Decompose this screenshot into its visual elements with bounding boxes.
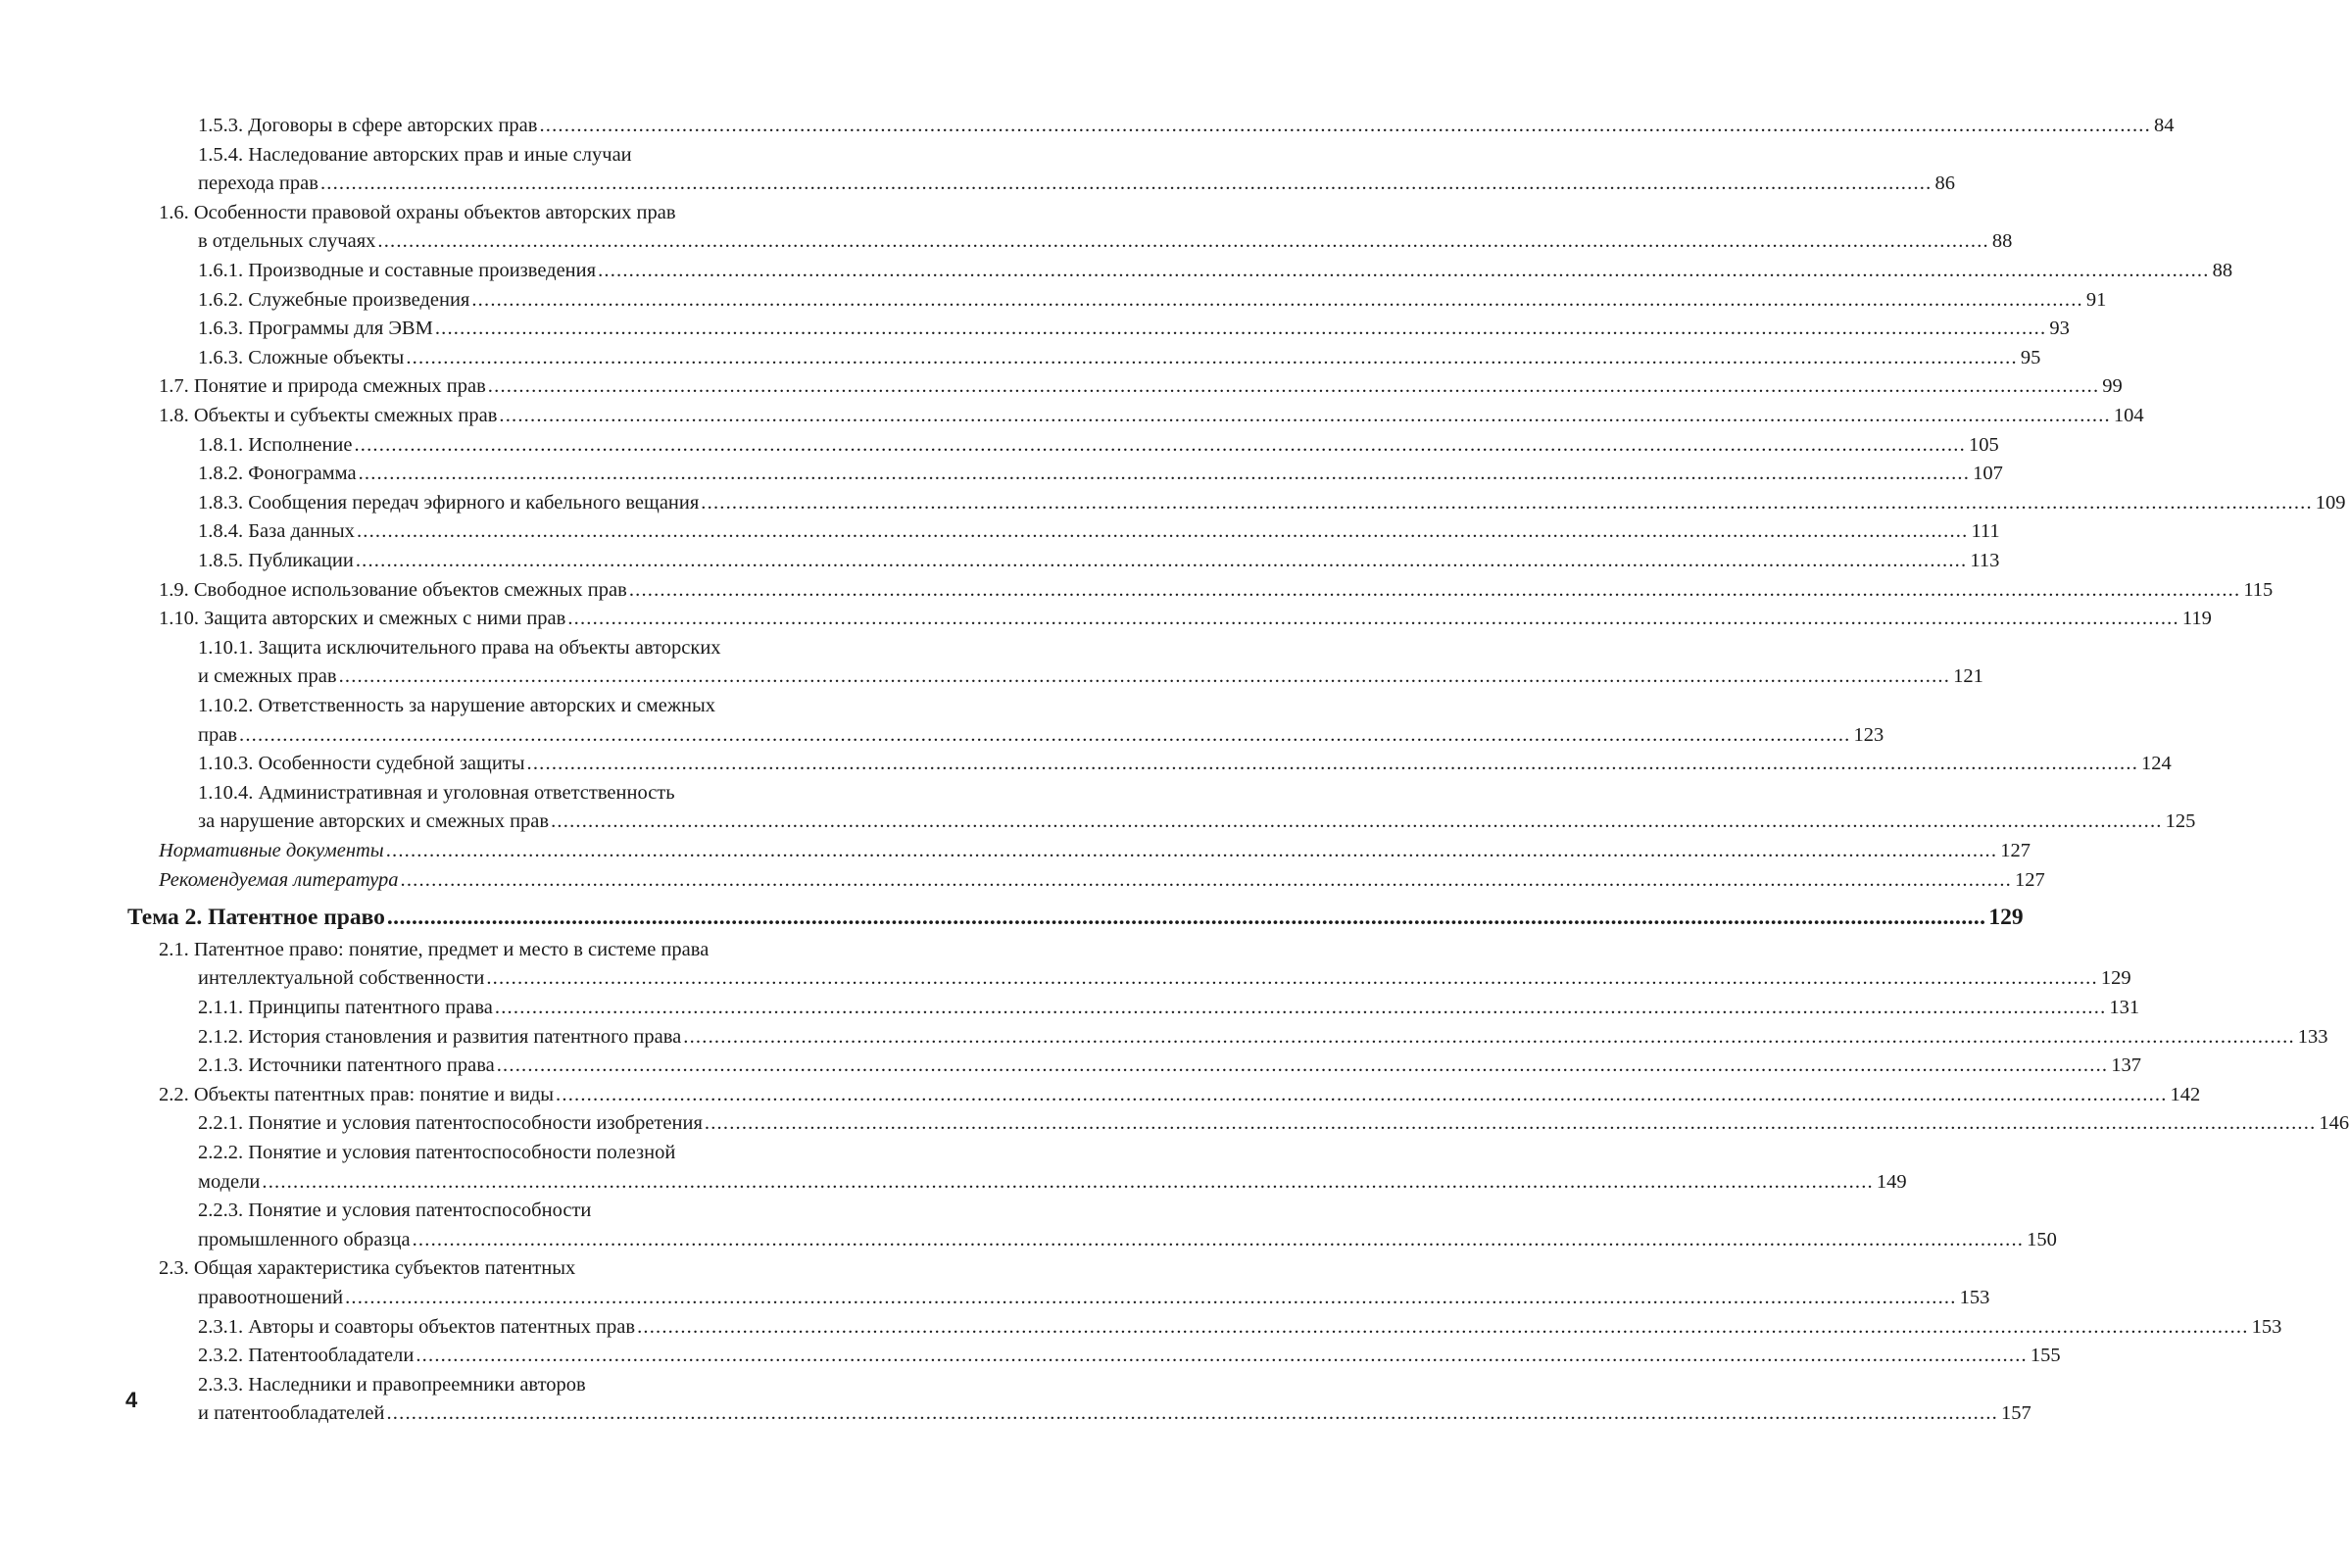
toc-entry-title: 1.7. Понятие и природа смежных прав bbox=[159, 375, 486, 398]
toc-page-number: 109 bbox=[2315, 491, 2346, 514]
toc-entry-title: 2.3.2. Патентообладатели bbox=[198, 1345, 415, 1367]
toc-entry-title: 2.1.2. История становления и развития патентного права bbox=[198, 1025, 682, 1048]
dot-leader: .................................................................................................................................................................................................................................................................... bbox=[356, 520, 1969, 543]
toc-entry-title: 1.8.3. Сообщения передач эфирного и кабельного вещания bbox=[198, 491, 700, 514]
toc-entry[interactable] bbox=[127, 402, 2144, 431]
dot-leader: .................................................................................................................................................................................................................................................................... bbox=[628, 578, 2241, 601]
toc-entry[interactable] bbox=[127, 1139, 1907, 1197]
dot-leader: .................................................................................................................................................................................................................................................................... bbox=[683, 1025, 2295, 1048]
toc-entry-title: правоотношений bbox=[198, 1286, 344, 1308]
toc-entry-title: 1.5.3. Договоры в сфере авторских прав bbox=[198, 115, 538, 136]
toc-entry-title: 2.1.3. Источники патентного права bbox=[198, 1054, 495, 1077]
dot-leader: .................................................................................................................................................................................................................................................................... bbox=[551, 810, 2163, 833]
toc-entry[interactable] bbox=[127, 936, 2131, 994]
toc-entry[interactable] bbox=[127, 779, 2196, 837]
toc-entry-title: 2.2.2. Понятие и условия патентоспособности полезной bbox=[198, 1142, 676, 1163]
toc-entry[interactable] bbox=[127, 1371, 2031, 1429]
dot-leader: .................................................................................................................................................................................................................................................................... bbox=[386, 905, 1986, 931]
toc-entry[interactable] bbox=[127, 286, 2107, 316]
toc-entry[interactable] bbox=[127, 199, 2013, 257]
toc-page-number: 153 bbox=[2251, 1315, 2282, 1338]
toc-entry[interactable] bbox=[127, 489, 2346, 518]
toc-page-number: 105 bbox=[1968, 433, 1999, 456]
toc-entry-title: 1.6.3. Сложные объекты bbox=[198, 346, 405, 368]
toc-page-number: 91 bbox=[2085, 288, 2107, 311]
toc-page-number: 99 bbox=[2102, 375, 2123, 398]
toc-page-number: 127 bbox=[2015, 868, 2045, 891]
dot-leader: .................................................................................................................................................................................................................................................................... bbox=[412, 1228, 2025, 1250]
dot-leader: .................................................................................................................................................................................................................................................................... bbox=[416, 1345, 2028, 1367]
toc-entry[interactable] bbox=[127, 257, 2233, 286]
toc-entry[interactable] bbox=[127, 431, 1999, 461]
toc-entry[interactable] bbox=[127, 112, 2175, 141]
toc-page-number: 113 bbox=[1970, 550, 2000, 571]
toc-entry[interactable] bbox=[127, 837, 2031, 866]
dot-leader: .................................................................................................................................................................................................................................................................... bbox=[338, 665, 1951, 688]
toc-entry-title: 1.10.2. Ответственность за нарушение авторских и смежных bbox=[198, 695, 716, 716]
dot-leader: .................................................................................................................................................................................................................................................................... bbox=[526, 753, 2139, 775]
toc-page-number: 146 bbox=[2319, 1112, 2349, 1135]
dot-leader: .................................................................................................................................................................................................................................................................... bbox=[345, 1286, 1957, 1308]
dot-leader: .................................................................................................................................................................................................................................................................... bbox=[406, 346, 2018, 368]
toc-page-number: 111 bbox=[1971, 520, 2000, 543]
dot-leader: .................................................................................................................................................................................................................................................................... bbox=[637, 1315, 2249, 1338]
toc-page-number: 119 bbox=[2181, 608, 2212, 630]
toc-page-number: 129 bbox=[1988, 905, 2024, 931]
toc-entry-title: интеллектуальной собственности bbox=[198, 967, 485, 990]
toc-page-number: 157 bbox=[2000, 1402, 2031, 1425]
dot-leader: .................................................................................................................................................................................................................................................................... bbox=[496, 1054, 2109, 1077]
toc-entry[interactable] bbox=[127, 994, 2140, 1023]
toc-entry-title: 1.10.1. Защита исключительного права на объекты авторских bbox=[198, 636, 721, 659]
toc-entry-title: 1.8. Объекты и субъекты смежных прав bbox=[159, 405, 498, 426]
toc-entry-title: 1.8.4. База данных bbox=[198, 520, 355, 543]
toc-page-number: 131 bbox=[2109, 997, 2140, 1018]
toc-entry-title: 1.8.2. Фонограмма bbox=[198, 463, 357, 485]
toc-page-number: 107 bbox=[1973, 463, 2003, 485]
toc-entry[interactable] bbox=[127, 1023, 2328, 1053]
dot-leader: .................................................................................................................................................................................................................................................................... bbox=[358, 463, 1971, 485]
toc-entry[interactable] bbox=[127, 460, 2003, 489]
dot-leader: .................................................................................................................................................................................................................................................................... bbox=[239, 723, 1851, 746]
toc-entry[interactable] bbox=[127, 1313, 2282, 1343]
toc-page-number: 127 bbox=[2000, 840, 2031, 861]
toc-entry-title: в отдельных случаях bbox=[198, 230, 376, 253]
toc-page-number: 150 bbox=[2027, 1228, 2057, 1250]
toc-entry-title: 2.2.1. Понятие и условия патентоспособности изобретения bbox=[198, 1112, 703, 1135]
dot-leader: .................................................................................................................................................................................................................................................................... bbox=[567, 608, 2179, 630]
toc-entry[interactable] bbox=[127, 315, 2070, 344]
toc-page-number: 88 bbox=[1991, 230, 2013, 253]
dot-leader: .................................................................................................................................................................................................................................................................... bbox=[704, 1112, 2317, 1135]
dot-leader: .................................................................................................................................................................................................................................................................... bbox=[487, 375, 2100, 398]
dot-leader: .................................................................................................................................................................................................................................................................... bbox=[494, 997, 2107, 1018]
dot-leader: .................................................................................................................................................................................................................................................................... bbox=[262, 1170, 1874, 1193]
dot-leader: .................................................................................................................................................................................................................................................................... bbox=[377, 230, 1989, 253]
toc-entry-title: 1.8.1. Исполнение bbox=[198, 433, 353, 456]
toc-entry-title: 2.3.3. Наследники и правопреемники авторов bbox=[198, 1373, 586, 1396]
toc-page-number: 133 bbox=[2297, 1025, 2328, 1048]
toc-entry-title: за нарушение авторских и смежных прав bbox=[198, 810, 550, 833]
toc-entry[interactable] bbox=[127, 866, 2045, 896]
toc-entry-title: 2.3.1. Авторы и соавторы объектов патентных прав bbox=[198, 1315, 636, 1338]
toc-entry-title: Нормативные документы bbox=[159, 840, 384, 861]
toc-entry-title: 1.10. Защита авторских и смежных с ними прав bbox=[159, 608, 566, 630]
toc-page-number: 86 bbox=[1934, 172, 1955, 195]
toc-entry[interactable] bbox=[127, 605, 2212, 634]
page-number: 4 bbox=[125, 1388, 138, 1412]
toc-page-number: 84 bbox=[2153, 115, 2175, 136]
toc-entry[interactable] bbox=[127, 1197, 2057, 1254]
toc-entry[interactable] bbox=[127, 903, 2024, 932]
dot-leader: .................................................................................................................................................................................................................................................................... bbox=[539, 115, 2151, 136]
toc-entry-title: 1.10.3. Особенности судебной защиты bbox=[198, 753, 525, 775]
toc-entry-title: прав bbox=[198, 723, 237, 746]
toc-entry[interactable] bbox=[127, 517, 2000, 547]
toc-entry-title: 1.5.4. Наследование авторских прав и иные случаи bbox=[198, 143, 632, 166]
dot-leader: .................................................................................................................................................................................................................................................................... bbox=[486, 967, 2098, 990]
toc-page-number: 123 bbox=[1853, 723, 1884, 746]
toc-page-number: 121 bbox=[1953, 665, 1983, 688]
toc-entry-title: и смежных прав bbox=[198, 665, 337, 688]
toc-entry-title: 1.6.2. Служебные произведения bbox=[198, 288, 470, 311]
toc-page-number: 93 bbox=[2049, 318, 2070, 340]
toc-entry[interactable] bbox=[127, 1342, 2061, 1371]
toc-entry[interactable] bbox=[127, 692, 1884, 750]
toc-page-number: 104 bbox=[2113, 405, 2144, 426]
dot-leader: .................................................................................................................................................................................................................................................................... bbox=[319, 172, 1933, 195]
toc-entry[interactable] bbox=[127, 141, 1955, 199]
dot-leader: .................................................................................................................................................................................................................................................................... bbox=[354, 433, 1966, 456]
toc-page-number: 88 bbox=[2212, 260, 2233, 281]
toc-page-number: 155 bbox=[2030, 1345, 2061, 1367]
toc-entry-title: промышленного образца bbox=[198, 1228, 411, 1250]
toc-entry[interactable] bbox=[127, 576, 2274, 606]
dot-leader: .................................................................................................................................................................................................................................................................... bbox=[556, 1083, 2168, 1105]
toc-page-number: 125 bbox=[2165, 810, 2196, 833]
toc-entry[interactable] bbox=[127, 1052, 2141, 1081]
toc-entry-title: 1.6.3. Программы для ЭВМ bbox=[198, 318, 433, 340]
toc-entry-title: перехода прав bbox=[198, 172, 318, 195]
dot-leader: .................................................................................................................................................................................................................................................................... bbox=[400, 868, 2012, 891]
toc-entry-title: Рекомендуемая литература bbox=[159, 868, 399, 891]
toc-entry-title: модели bbox=[198, 1170, 261, 1193]
toc-entry[interactable] bbox=[127, 344, 2041, 373]
toc-entry-title: 2.1. Патентное право: понятие, предмет и место в системе права bbox=[159, 938, 710, 960]
toc-entry[interactable] bbox=[127, 750, 2172, 779]
dot-leader: .................................................................................................................................................................................................................................................................... bbox=[499, 405, 2111, 426]
toc-page-number: 153 bbox=[1959, 1286, 1990, 1308]
toc-page-number: 129 bbox=[2100, 967, 2131, 990]
toc-page-number: 142 bbox=[2170, 1083, 2201, 1105]
toc-page-number: 137 bbox=[2111, 1054, 2141, 1077]
dot-leader: .................................................................................................................................................................................................................................................................... bbox=[598, 260, 2210, 281]
toc-page-number: 124 bbox=[2141, 753, 2172, 775]
toc-page-number: 149 bbox=[1876, 1170, 1907, 1193]
toc-entry-title: 1.9. Свободное использование объектов смежных прав bbox=[159, 578, 627, 601]
toc-entry[interactable] bbox=[127, 1254, 1990, 1312]
toc-entry-title: 1.8.5. Публикации bbox=[198, 550, 354, 571]
toc-entry-title: и патентообладателей bbox=[198, 1402, 385, 1425]
table-of-contents bbox=[127, 0, 2349, 1568]
toc-entry-title: 1.6. Особенности правовой охраны объектов авторских прав bbox=[159, 201, 676, 223]
toc-entry-title: 2.2.3. Понятие и условия патентоспособности bbox=[198, 1200, 592, 1222]
toc-entry-title: 2.1.1. Принципы патентного права bbox=[198, 997, 493, 1018]
toc-entry[interactable] bbox=[127, 1109, 2349, 1139]
dot-leader: .................................................................................................................................................................................................................................................................... bbox=[385, 840, 1998, 861]
toc-page-number: 95 bbox=[2020, 346, 2041, 368]
toc-entry-title: 2.2. Объекты патентных прав: понятие и виды bbox=[159, 1083, 555, 1105]
dot-leader: .................................................................................................................................................................................................................................................................... bbox=[701, 491, 2313, 514]
dot-leader: .................................................................................................................................................................................................................................................................... bbox=[471, 288, 2083, 311]
toc-page-number: 115 bbox=[2243, 578, 2274, 601]
toc-entry[interactable] bbox=[127, 372, 2123, 402]
dot-leader: .................................................................................................................................................................................................................................................................... bbox=[434, 318, 2047, 340]
toc-entry[interactable] bbox=[127, 1081, 2201, 1110]
dot-leader: .................................................................................................................................................................................................................................................................... bbox=[355, 550, 1968, 571]
toc-entry[interactable] bbox=[127, 547, 2000, 576]
toc-entry-title: 2.3. Общая характеристика субъектов патентных bbox=[159, 1257, 576, 1280]
toc-entry-title: 1.6.1. Производные и составные произведения bbox=[198, 260, 597, 281]
toc-entry-title: Тема 2. Патентное право bbox=[127, 905, 385, 931]
dot-leader: .................................................................................................................................................................................................................................................................... bbox=[386, 1402, 1998, 1425]
toc-entry[interactable] bbox=[127, 634, 1983, 692]
toc-entry-title: 1.10.4. Административная и уголовная ответственность bbox=[198, 781, 675, 804]
